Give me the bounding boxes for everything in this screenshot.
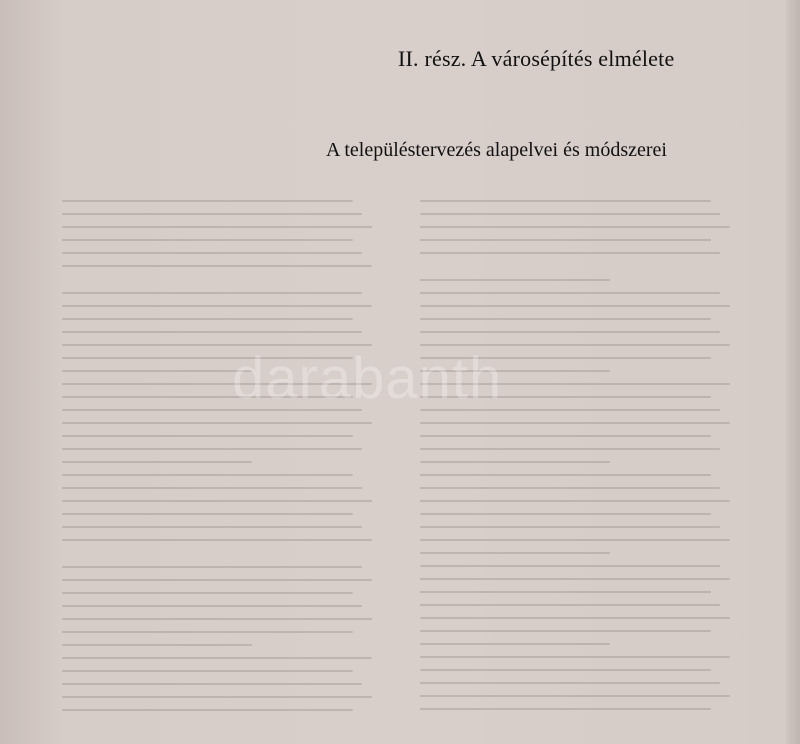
bleed-through-line [420,669,711,671]
bleed-through-line [420,252,720,254]
bleed-through-line [420,200,711,202]
paragraph-gap [62,552,378,566]
bleed-through-line [420,213,720,215]
bleed-through-line [420,513,711,515]
bleed-through-line [62,292,362,294]
bleed-through-line [62,370,252,372]
bleed-through-line [420,591,711,593]
bleed-through-line [62,644,252,646]
bleed-through-line [420,500,730,502]
bleed-through-line [62,265,372,267]
bleed-through-line [420,708,711,710]
bleed-through-line [62,448,362,450]
bleed-through-line [62,670,353,672]
bleed-through-line [62,618,372,620]
page-edge [786,0,800,744]
bleed-through-line [420,448,720,450]
bleed-through-line [420,331,720,333]
bleed-through-line [62,566,362,568]
bleed-through-line [420,474,711,476]
chapter-title: A településtervezés alapelvei és módszerei [326,139,667,161]
bleed-through-line [62,513,353,515]
bleed-through-line [62,500,372,502]
bleed-through-line [62,331,362,333]
bleed-through-line [420,552,610,554]
bleed-through-line [62,487,362,489]
bleed-through-line [420,695,730,697]
bleed-through-line [420,279,610,281]
bleed-through-line [62,592,353,594]
paragraph-gap [62,278,378,292]
bleed-through-line [62,631,353,633]
bleed-through-line [420,526,720,528]
bleed-through-line [420,539,730,541]
bleed-through-text-left [62,200,378,722]
bleed-through-line [62,683,362,685]
bleed-through-line [62,461,252,463]
bleed-through-line [420,292,720,294]
bleed-through-line [62,435,353,437]
bleed-through-line [420,565,720,567]
bleed-through-line [62,539,372,541]
bleed-through-line [420,643,610,645]
bleed-through-line [62,305,372,307]
bleed-through-line [420,578,730,580]
bleed-through-line [62,657,372,659]
bleed-through-line [62,474,353,476]
bleed-through-line [62,252,362,254]
bleed-through-line [62,709,353,711]
bleed-through-line [62,239,353,241]
bleed-through-line [62,605,362,607]
bleed-through-line [420,435,711,437]
watermark: darabanth [232,346,503,411]
bleed-through-line [62,696,372,698]
bleed-through-line [420,656,730,658]
bleed-through-line [420,318,711,320]
bleed-through-line [420,305,730,307]
paragraph-gap [420,265,736,279]
bleed-through-line [62,526,362,528]
bleed-through-line [420,682,720,684]
bleed-through-line [420,422,730,424]
bleed-through-line [62,200,353,202]
bleed-through-line [62,318,353,320]
bleed-through-line [420,617,730,619]
bleed-through-line [62,226,372,228]
bleed-through-line [420,487,720,489]
bleed-through-line [62,213,362,215]
part-title: II. rész. A városépítés elmélete [398,46,675,71]
bleed-through-text-right [420,200,736,721]
bleed-through-line [420,226,730,228]
bleed-through-line [420,630,711,632]
bleed-through-line [420,604,720,606]
bleed-through-line [62,579,372,581]
bleed-through-line [420,239,711,241]
bleed-through-line [420,461,610,463]
bleed-through-line [62,422,372,424]
